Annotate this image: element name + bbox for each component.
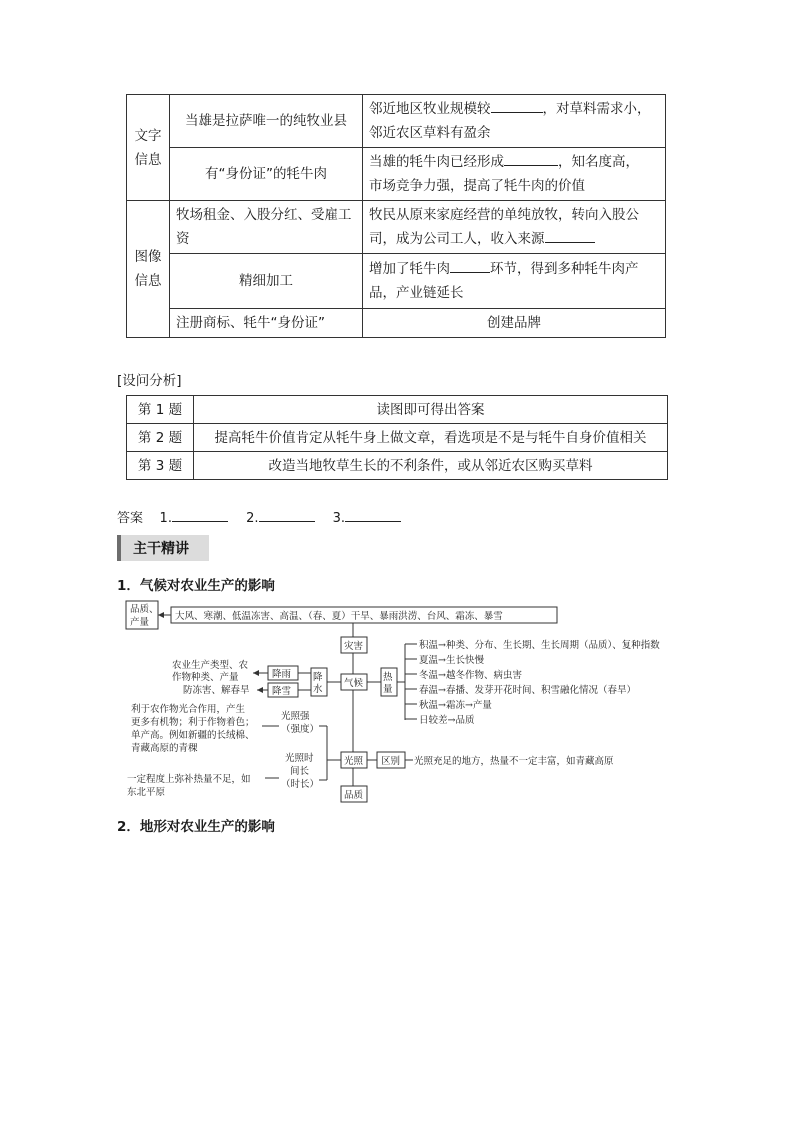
answer-item-3: 3. <box>332 511 346 526</box>
duration-note-1: 一定程度上弥补热量不足，如 <box>127 774 251 785</box>
heat-item: 冬温→越冬作物、病虫害 <box>419 670 522 681</box>
fill-blank <box>545 228 595 243</box>
strength-note-1: 利于农作物光合作用，产生 <box>131 704 246 715</box>
table-row <box>127 424 668 452</box>
answer-label: 答案 <box>117 511 144 526</box>
fill-blank <box>504 151 558 166</box>
duration-text-2: 间长 <box>290 766 310 777</box>
question-number: 第 2 题 <box>127 424 194 452</box>
fill-blank <box>450 258 490 273</box>
cell-text: 当雄的牦牛肉已经形成 <box>369 154 504 170</box>
table-row <box>127 148 666 201</box>
group-label-text <box>127 95 170 201</box>
rain-effect-text-1: 农业生产类型、农 <box>172 660 249 671</box>
quality-text: 品质 <box>344 790 364 801</box>
section-header <box>117 535 209 561</box>
heat-text-2: 量 <box>383 684 393 695</box>
table-cell <box>363 95 666 148</box>
quality-yield-text-1: 品质、 <box>130 604 159 615</box>
strength-note-2: 更多有机物；利于作物着色； <box>131 717 255 728</box>
question-analysis: 提高牦牛价值肯定从牦牛身上做文章，看选项是不是与牦牛自身价值相关 <box>194 424 668 452</box>
question-number: 第 3 题 <box>127 452 194 480</box>
answer-item-2: 2. <box>246 511 259 526</box>
cell-text: 邻近地区牧业规模较 <box>369 101 491 117</box>
table-cell: 有“身份证”的牦牛肉 <box>170 148 363 201</box>
snow-effect-text: 防冻害、解春旱 <box>183 685 250 696</box>
table-row <box>127 309 666 338</box>
heading-terrain: 2．地形对农业生产的影响 <box>117 819 275 835</box>
disasters-text: 大风、寒潮、低温冻害、高温、（春、夏）干旱、暴雨洪涝、台风、霜冻、暴雪 <box>175 611 503 622</box>
group-label-text-2: 信息 <box>134 151 162 168</box>
table-row <box>127 254 666 309</box>
table-cell <box>363 254 666 309</box>
cell-text: 市场竞争力强，提高了牦牛肉的价值 <box>369 178 585 194</box>
cell-text: 环节，得到多种牦牛肉产品，产业链延长 <box>369 261 639 301</box>
climate-text: 气候 <box>344 678 364 689</box>
difference-text: 区别 <box>381 756 401 767</box>
table-row <box>127 201 666 254</box>
cell-text: 牧民从原来家庭经营的单纯放牧，转向入股公司，成为公司工人，收入来源 <box>369 207 639 247</box>
group-label-text-1: 文字 <box>134 127 162 144</box>
duration-note-2: 东北平原 <box>127 787 166 798</box>
duration-text-1: 光照时 <box>285 753 314 764</box>
table-cell <box>363 201 666 254</box>
strength-note-3: 单产高。例如新疆的长绒棉、 <box>131 730 255 741</box>
heat-item: 秋温→霜冻→产量 <box>419 700 492 711</box>
duration-text-3: （时长） <box>281 779 320 790</box>
answer-line <box>117 507 401 526</box>
answer-blank <box>345 507 401 522</box>
heat-item: 积温→种类、分布、生长期、生长周期（品质）、复种指数 <box>419 640 660 651</box>
heat-item: 日较差→品质 <box>419 715 475 726</box>
rain-effect-text-2: 作物种类、产量 <box>172 672 239 683</box>
cell-text: 增加了牦牛肉 <box>369 261 450 277</box>
heat-item: 春温→春播、发芽开花时间、积雪融化情况（春旱） <box>419 685 636 696</box>
table-row <box>127 452 668 480</box>
table-cell: 牧场租金、入股分红、受雇工资 <box>170 201 363 254</box>
answer-blank <box>259 507 315 522</box>
table-cell: 当雄是拉萨唯一的纯牧业县 <box>170 95 363 148</box>
rain-text: 降雨 <box>272 669 292 680</box>
question-number: 第 1 题 <box>127 396 194 424</box>
table-cell <box>363 148 666 201</box>
cell-text: ，对草料需求小， <box>542 101 651 117</box>
analysis-table <box>126 395 668 480</box>
snow-text: 降雪 <box>272 686 292 697</box>
precipitation-text-1: 降 <box>313 672 323 683</box>
light-text: 光照 <box>344 756 364 767</box>
precipitation-text-2: 水 <box>313 684 323 695</box>
answer-blank <box>172 507 228 522</box>
heat-text-1: 热 <box>383 672 393 683</box>
info-table <box>126 94 666 338</box>
group-label-image <box>127 201 170 338</box>
strength-text-2: （强度） <box>281 724 320 735</box>
climate-agriculture-diagram <box>115 598 695 808</box>
table-row <box>127 95 666 148</box>
quality-yield-text-2: 产量 <box>130 617 150 628</box>
heading-climate: 1．气候对农业生产的影响 <box>117 578 275 594</box>
group-label-image-1: 图像 <box>134 249 162 265</box>
cell-text: 邻近农区草料有盈余 <box>369 125 491 141</box>
strength-note-4: 青藏高原的青稞 <box>131 743 198 754</box>
table-row <box>127 396 668 424</box>
fill-blank <box>491 98 543 113</box>
question-analysis: 读图即可得出答案 <box>194 396 668 424</box>
strength-text-1: 光照强 <box>281 711 310 722</box>
group-label-image-2: 信息 <box>134 273 162 289</box>
heat-item: 夏温→生长快慢 <box>419 655 484 666</box>
table-cell: 精细加工 <box>170 254 363 309</box>
disaster-text: 灾害 <box>344 641 364 652</box>
difference-note: 光照充足的地方，热量不一定丰富，如青藏高原 <box>414 756 614 767</box>
question-analysis: 改造当地牧草生长的不利条件，或从邻近农区购买草料 <box>194 452 668 480</box>
analysis-label: [设问分析] <box>117 373 182 389</box>
heat-items <box>405 639 660 726</box>
answer-item-1: 1. <box>159 511 172 526</box>
section-title: 主干精讲 <box>133 541 189 557</box>
table-cell: 注册商标、牦牛“身份证” <box>170 309 363 338</box>
cell-text: ，知名度高， <box>558 154 639 170</box>
table-cell: 创建品牌 <box>363 309 666 338</box>
